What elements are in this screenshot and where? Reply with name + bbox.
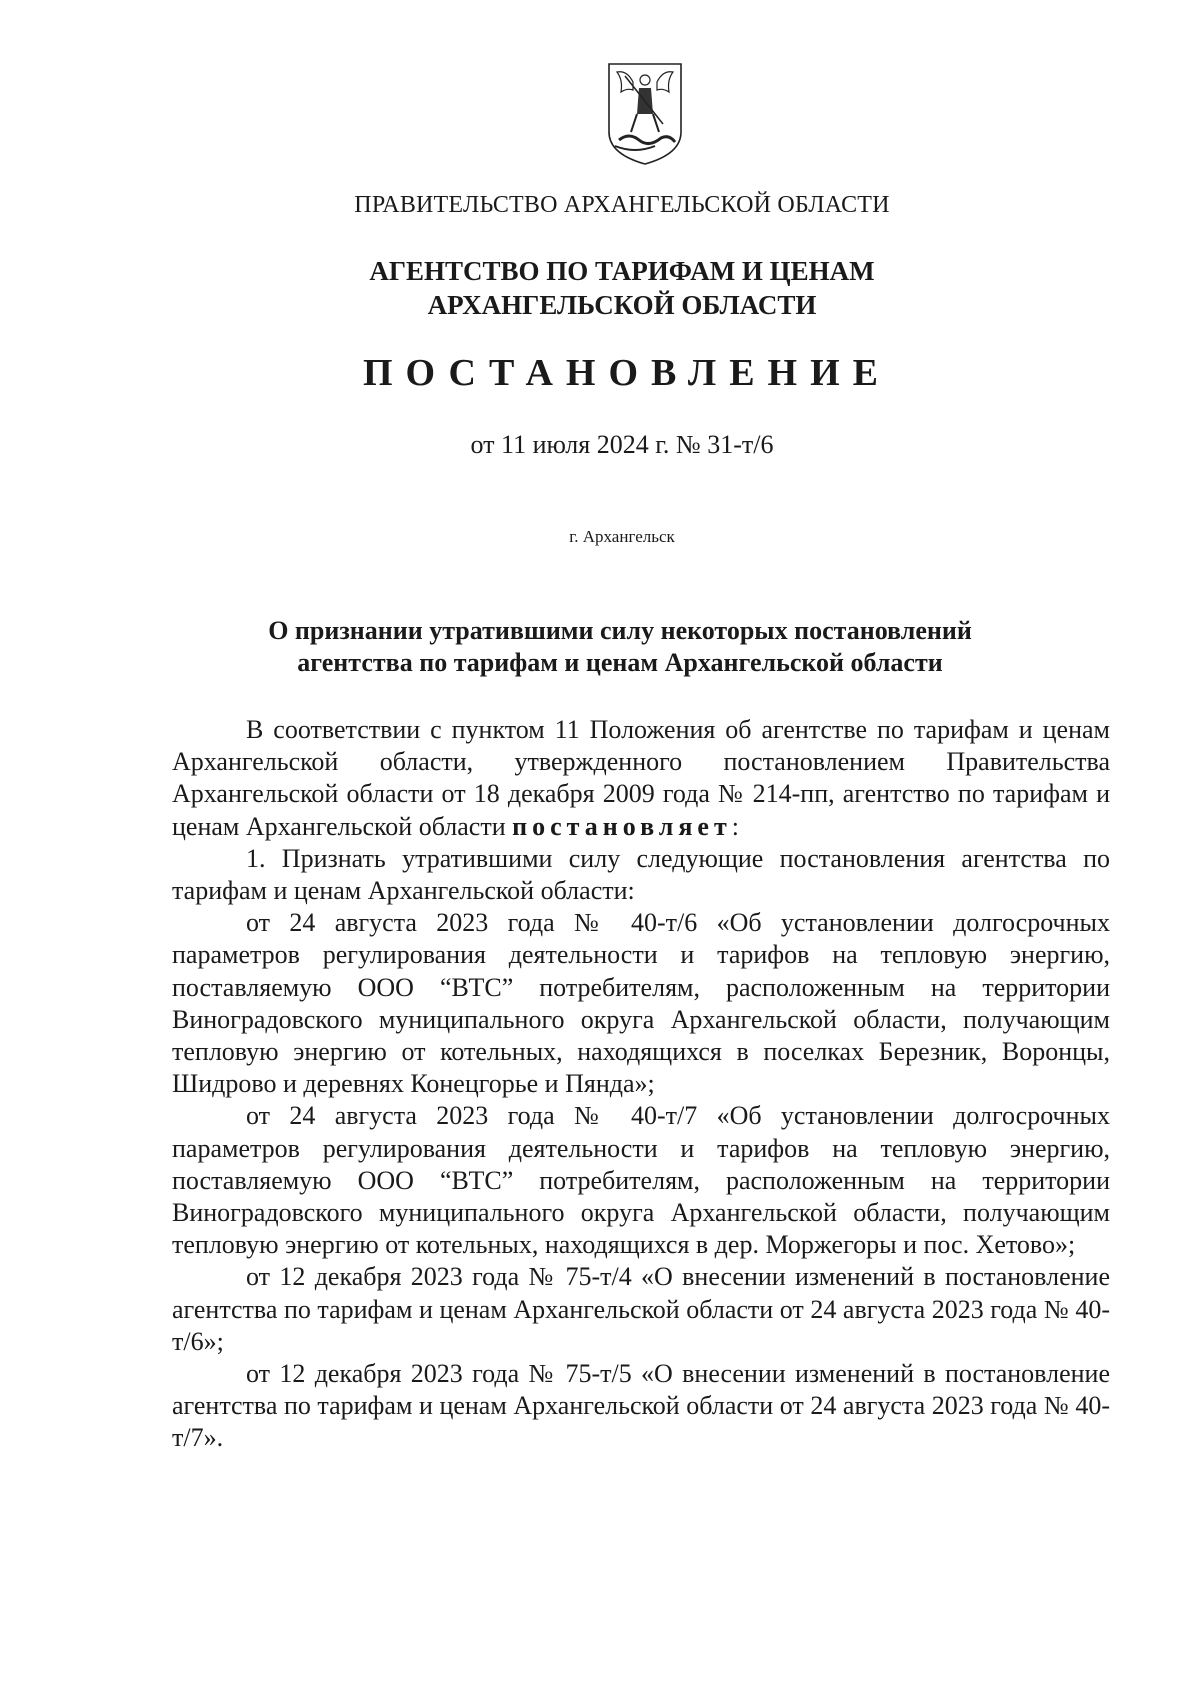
document-city: г. Архангельск: [569, 527, 675, 546]
document-body: [172, 714, 1110, 1455]
agency-title: [0, 254, 1200, 322]
agency-title-line1: АГЕНТСТВО ПО ТАРИФАМ И ЦЕНАМ: [369, 256, 875, 286]
subitem-2: от 24 августа 2023 года № 40-т/7 «Об установлении долгосрочных параметров регулирования деятельности и тарифов на тепловую энергию, поставляемую ООО “ВТС” потребителям, расположенным на территории Виноградовского муниципального округа Архангельской области, получающим тепловую энергию от котельных, находящихся в дер. Моржегоры и пос. Хетово»;: [172, 1101, 1110, 1260]
agency-title-line2: АРХАНГЕЛЬСКОЙ ОБЛАСТИ: [427, 290, 817, 320]
subitem-3: от 12 декабря 2023 года № 75-т/4 «О внесении изменений в постановление агентства по тарифам и ценам Архангельской области от 24 августа 2023 года № 40-т/6»;: [172, 1262, 1110, 1356]
intro-paragraph: [172, 714, 1110, 843]
coat-of-arms-icon: [605, 62, 685, 166]
subject-line2: агентства по тарифам и ценам Архангельской области: [297, 648, 943, 677]
document-subject: [0, 615, 1200, 679]
intro-end: :: [731, 811, 739, 841]
subitem-1: от 24 августа 2023 года № 40-т/6 «Об установлении долгосрочных параметров регулирования деятельности и тарифов на тепловую энергию, поставляемую ООО “ВТС” потребителям, расположенным на территории Виноградовского муниципального округа Архангельской области, получающим тепловую энергию от котельных, находящихся в поселках Березник, Воронцы, Шидрово и деревнях Конецгорье и Пянда»;: [172, 908, 1110, 1099]
government-title: ПРАВИТЕЛЬСТВО АРХАНГЕЛЬСКОЙ ОБЛАСТИ: [354, 192, 890, 218]
intro-text: В соответствии с пунктом 11 Положения об агентстве по тарифам и ценам Архангельской области, утвержденного постановлением Правительства Архангельской области от 18 декабря 2009 года № 214-пп, агентство по тарифам и ценам Архангельской области: [172, 715, 1110, 841]
subitem-4: от 12 декабря 2023 года № 75-т/5 «О внесении изменений в постановление агентства по тарифам и ценам Архангельской области от 24 августа 2023 года № 40-т/7».: [172, 1359, 1110, 1453]
subject-line1: О признании утратившими силу некоторых постановлений: [268, 616, 972, 645]
document-date-number: от 11 июля 2024 г. № 31-т/6: [470, 430, 774, 459]
decree-keyword: постановляет: [512, 811, 732, 841]
item-1: 1. Признать утратившими силу следующие постановления агентства по тарифам и ценам Архангельской области:: [172, 843, 1110, 906]
document-type: ПОСТАНОВЛЕНИЕ: [362, 352, 892, 394]
